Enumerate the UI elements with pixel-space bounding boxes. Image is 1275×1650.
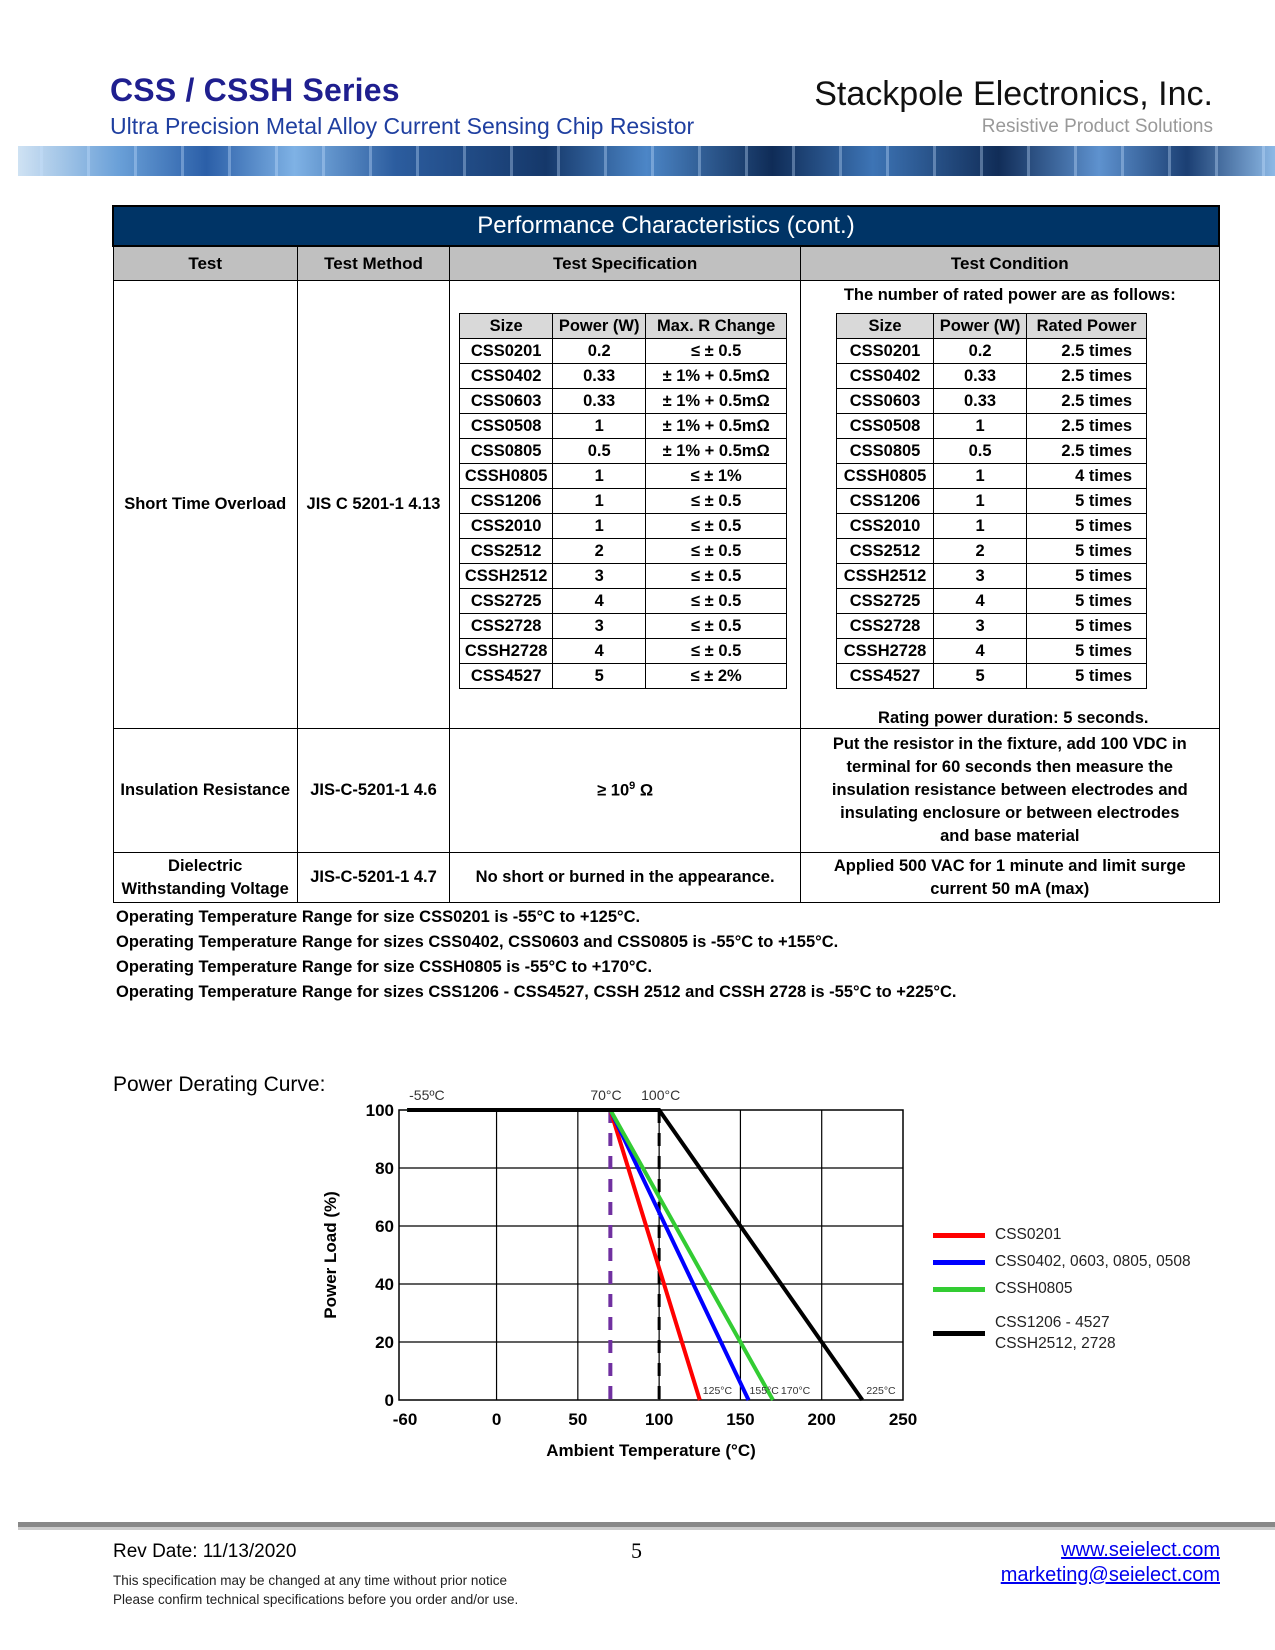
power-cell: 0.33 [934,364,1027,389]
cond-header-rated: Rated Power [1027,314,1147,339]
series-title: CSS / CSSH Series [110,72,400,108]
test-method: JIS-C-5201-1 4.6 [297,729,449,853]
x-tick-label: 0 [491,1410,502,1429]
value-cell: ≤ ± 0.5 [646,564,787,589]
power-cell: 0.33 [553,364,646,389]
size-cell: CSS0603 [460,389,553,414]
size-cell: CSS2728 [837,614,934,639]
size-cell: CSS2728 [460,614,553,639]
col-header-spec: Test Specification [450,246,801,281]
value-cell: ≤ ± 0.5 [646,614,787,639]
size-cell: CSS2010 [460,514,553,539]
test-spec: No short or burned in the appearance. [450,853,801,903]
size-cell: CSS0201 [460,339,553,364]
y-tick-label: 40 [375,1275,394,1294]
size-cell: CSS2725 [837,589,934,614]
power-cell: 0.5 [934,439,1027,464]
col-header-condition: Test Condition [801,246,1219,281]
power-cell: 0.33 [553,389,646,414]
col-header-test: Test [113,246,297,281]
size-cell: CSSH2728 [837,639,934,664]
rev-date: Rev Date: 11/13/2020 [113,1541,297,1562]
cond-header-power: Power (W) [934,314,1027,339]
x-tick-label: 50 [568,1410,588,1429]
value-cell: 5 times [1027,489,1147,514]
power-cell: 4 [553,589,646,614]
x-tick-label: 250 [888,1410,918,1429]
note-line: Operating Temperature Range for sizes CSS0402, CSS0603 and CSS0805 is -55°C to +155°C. [116,933,839,951]
size-cell: CSS0805 [837,439,934,464]
power-cell: 0.33 [934,389,1027,414]
legend-item: CSS0201 [933,1226,1191,1244]
y-tick-label: 80 [375,1159,394,1178]
x-tick-label: 200 [807,1410,836,1429]
chart-label: Power Derating Curve: [113,1073,326,1096]
y-tick-label: 0 [384,1391,394,1410]
y-axis-title: Power Load (%) [321,1191,340,1319]
spec-header-rchange: Max. R Change [646,314,787,339]
value-cell: ≤ ± 0.5 [646,589,787,614]
power-cell: 0.2 [553,339,646,364]
test-condition: Put the resistor in the fixture, add 100 VDC in terminal for 60 seconds then measure the insulation resistance between electrodes and insulating enclosure or between electrodes and base material [801,729,1219,853]
value-cell: 2.5 times [1027,389,1147,414]
size-cell: CSSH2512 [460,564,553,589]
value-cell: ± 1% + 0.5mΩ [646,414,787,439]
size-cell: CSSH0805 [837,464,934,489]
value-cell: 5 times [1027,614,1147,639]
size-cell: CSS0603 [837,389,934,414]
power-cell: 1 [934,514,1027,539]
spec-header-power: Power (W) [553,314,646,339]
size-cell: CSS4527 [460,664,553,689]
value-cell: 2.5 times [1027,364,1147,389]
size-cell: CSS0805 [460,439,553,464]
table-title: Performance Characteristics (cont.) [113,206,1219,246]
power-cell: 4 [553,639,646,664]
value-cell: ≤ ± 0.5 [646,639,787,664]
company-tagline: Resistive Product Solutions [981,116,1213,137]
size-cell: CSS0201 [837,339,934,364]
size-cell: CSS4527 [837,664,934,689]
power-cell: 1 [553,414,646,439]
power-cell: 2 [934,539,1027,564]
size-cell: CSS0402 [460,364,553,389]
power-cell: 1 [553,514,646,539]
size-cell: CSS2010 [837,514,934,539]
power-cell: 5 [553,664,646,689]
value-cell: 4 times [1027,464,1147,489]
legend-swatch-green [933,1287,985,1292]
value-cell: 5 times [1027,664,1147,689]
power-cell: 1 [934,464,1027,489]
legend-item: CSS0402, 0603, 0805, 0508 [933,1253,1191,1271]
cond-header-size: Size [837,314,934,339]
value-cell: 5 times [1027,639,1147,664]
x-tick-label: 150 [726,1410,755,1429]
company-name: Stackpole Electronics, Inc. [814,75,1213,113]
value-cell: 5 times [1027,514,1147,539]
test-name: Insulation Resistance [113,729,297,853]
test-name: Short Time Overload [113,281,297,729]
condition-intro: The number of rated power are as follows: [843,286,1176,304]
col-header-method: Test Method [297,246,449,281]
value-cell: 5 times [1027,539,1147,564]
value-cell: 2.5 times [1027,339,1147,364]
power-cell: 0.5 [553,439,646,464]
page-number: 5 [631,1538,642,1563]
power-cell: 1 [553,464,646,489]
power-cell: 3 [934,564,1027,589]
email-link[interactable]: marketing@seielect.com [1000,1564,1220,1586]
size-cell: CSS0508 [837,414,934,439]
size-cell: CSS2512 [837,539,934,564]
top-annotation: 100°C [641,1087,681,1103]
power-cell: 1 [553,489,646,514]
legend-item: CSS1206 - 4527 CSSH2512, 2728 [933,1312,1191,1354]
value-cell: ≤ ± 0.5 [646,539,787,564]
website-link[interactable]: www.seielect.com [1061,1539,1220,1561]
top-annotation: 70°C [590,1087,622,1103]
size-cell: CSS0508 [460,414,553,439]
note-line: Operating Temperature Range for size CSS0201 is -55°C to +125°C. [116,908,641,926]
power-cell: 2 [553,539,646,564]
note-line: Operating Temperature Range for sizes CSS1206 - CSS4527, CSSH 2512 and CSSH 2728 is -55°C to +225°C. [116,983,957,1001]
test-method: JIS-C-5201-1 4.7 [297,853,449,903]
legend-swatch-red [933,1233,985,1238]
size-cell: CSS2725 [460,589,553,614]
top-annotation: -55ºC [409,1087,445,1103]
x-tick-label: 100 [644,1410,674,1429]
test-name: Dielectric Withstanding Voltage [113,853,297,903]
y-tick-label: 20 [375,1333,394,1352]
x-axis-title: Ambient Temperature (°C) [546,1441,756,1460]
size-cell: CSS2512 [460,539,553,564]
size-cell: CSS1206 [460,489,553,514]
end-temp-annotation: 170°C [780,1385,811,1397]
value-cell: ≤ ± 0.5 [646,339,787,364]
legend-item: CSSH0805 [933,1280,1191,1298]
value-cell: ≤ ± 2% [646,664,787,689]
power-cell: 3 [553,564,646,589]
series-subtitle: Ultra Precision Metal Alloy Current Sensing Chip Resistor [110,113,695,139]
power-cell: 1 [934,414,1027,439]
note-line: Operating Temperature Range for size CSSH0805 is -55°C to +170°C. [116,958,653,976]
size-cell: CSS0402 [837,364,934,389]
condition-footer: Rating power duration: 5 seconds. [878,709,1149,727]
value-cell: 2.5 times [1027,439,1147,464]
size-cell: CSSH0805 [460,464,553,489]
disclaimer: This specification may be changed at any time without prior notice Please confirm technical specifications before you order and/or use. [113,1573,519,1607]
value-cell: 5 times [1027,564,1147,589]
value-cell: ≤ ± 0.5 [646,514,787,539]
legend-swatch-black [933,1331,985,1336]
power-cell: 1 [934,489,1027,514]
value-cell: 5 times [1027,589,1147,614]
value-cell: ± 1% + 0.5mΩ [646,364,787,389]
value-cell: ≤ ± 1% [646,464,787,489]
spec-header-size: Size [460,314,553,339]
y-tick-label: 60 [375,1217,394,1236]
size-cell: CSSH2512 [837,564,934,589]
x-tick-label: -60 [392,1410,418,1429]
test-method: JIS C 5201-1 4.13 [297,281,449,729]
series-line [407,1110,700,1400]
value-cell: ≤ ± 0.5 [646,489,787,514]
plot-area [399,1110,903,1400]
test-condition: Applied 500 VAC for 1 minute and limit surge current 50 mA (max) [801,853,1219,903]
series-line [407,1110,773,1400]
end-temp-annotation: 225°C [866,1385,896,1397]
power-cell: 4 [934,639,1027,664]
size-cell: CSSH2728 [460,639,553,664]
power-cell: 5 [934,664,1027,689]
value-cell: ± 1% + 0.5mΩ [646,389,787,414]
value-cell: ± 1% + 0.5mΩ [646,439,787,464]
end-temp-annotation: 125°C [702,1385,733,1397]
power-cell: 3 [934,614,1027,639]
value-cell: 2.5 times [1027,414,1147,439]
y-tick-label: 100 [365,1101,394,1120]
power-cell: 3 [553,614,646,639]
power-cell: 4 [934,589,1027,614]
chart-legend [933,1226,1191,1363]
size-cell: CSS1206 [837,489,934,514]
power-cell: 0.2 [934,339,1027,364]
legend-swatch-blue [933,1260,985,1265]
test-spec: ≥ $10^9$ Ω [450,729,801,853]
footer-divider [18,1522,1275,1530]
end-temp-annotation: 155°C [749,1385,779,1397]
